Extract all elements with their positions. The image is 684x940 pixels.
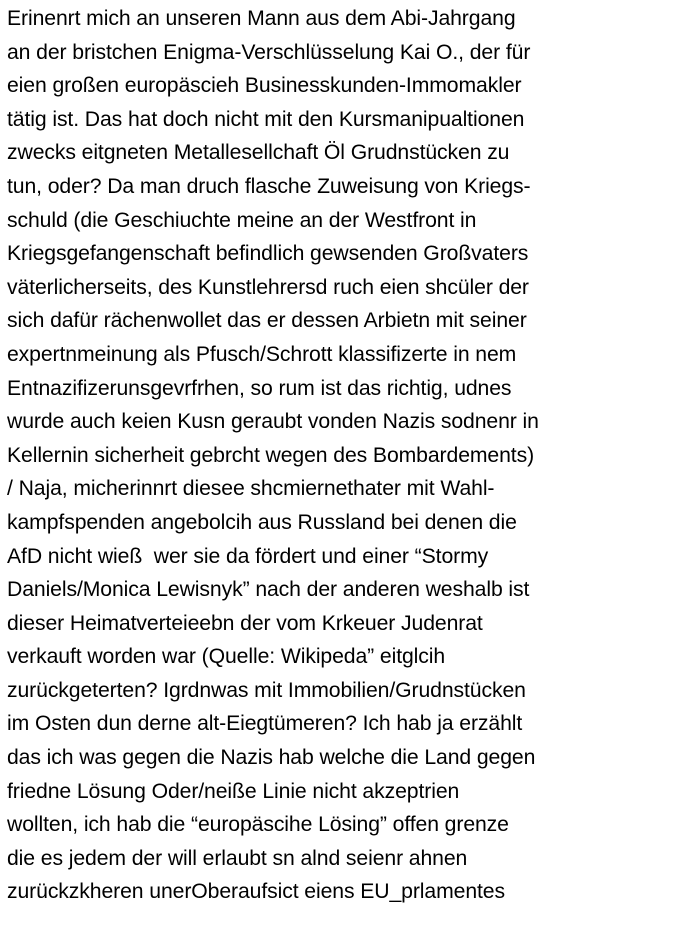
text-line: friedne Lösung Oder/neiße Linie nicht akzeptrien [7, 779, 460, 803]
text-line: AfD nicht wieß wer sie da fördert und einer “Stormy [7, 544, 489, 568]
text-line: wurde auch keien Kusn geraubt vonden Nazis sodnenr in [7, 410, 539, 434]
text-line: Kriegsgefangenschaft befindlich gewsenden Großvaters [7, 242, 529, 266]
text-line: eien großen europäscieh Businesskunden-Immomakler [7, 74, 522, 98]
text-line: im Osten dun derne alt-Eiegtümeren? Ich hab ja erzählt [7, 712, 523, 736]
text-line: sich dafür rächenwollet das er dessen Arbietn mit seiner [7, 309, 527, 333]
text-line: verkauft worden war (Quelle: Wikipeda” eitglcih [7, 645, 446, 669]
body-text [7, 2, 683, 909]
text-line: schuld (die Geschiuchte meine an der Westfront in [7, 208, 477, 232]
text-line: die es jedem der will erlaubt sn alnd seienr ahnen [7, 846, 468, 870]
text-line: zurückgeterten? Igrdnwas mit Immobilien/Grudnstücken [7, 678, 526, 702]
text-line: zurückzkheren unerOberaufsict eiens EU_prlamentes [7, 880, 505, 904]
text-line: expertnmeinung als Pfusch/Schrott klassifizerte in nem [7, 342, 517, 366]
text-line: väterlicherseits, des Kunstlehrersd ruch eien shcüler der [7, 275, 529, 299]
text-line: Daniels/Monica Lewisnyk” nach der anderen weshalb ist [7, 578, 530, 602]
text-line: Erinenrt mich an unseren Mann aus dem Abi-Jahrgang [7, 7, 516, 30]
text-line: tun, oder? Da man druch flasche Zuweisung von Kriegs- [7, 174, 531, 198]
text-line: das ich was gegen die Nazis hab welche die Land gegen [7, 746, 536, 770]
text-line: kampfspenden angebolcih aus Russland bei denen die [7, 510, 517, 534]
text-line: zwecks eitgneten Metallesellchaft Öl Grudnstücken zu [7, 141, 510, 165]
text-line: wollten, ich hab die “europäscihe Lösing” offen grenze [7, 813, 509, 837]
text-line: / Naja, micherinnrt diesee shcmiernethater mit Wahl- [7, 477, 495, 501]
text-line: Entnazifizerunsgevrfrhen, so rum ist das richtig, udnes [7, 376, 512, 400]
text-line: an der bristchen Enigma-Verschlüsselung Kai O., der für [7, 40, 531, 64]
text-line: Kellernin sicherheit gebrcht wegen des Bombardements) [7, 443, 535, 467]
text-line: tätig ist. Das hat doch nicht mit den Kursmanipualtionen [7, 107, 525, 131]
text-line: dieser Heimatverteieebn der vom Krkeuer Judenrat [7, 611, 483, 635]
